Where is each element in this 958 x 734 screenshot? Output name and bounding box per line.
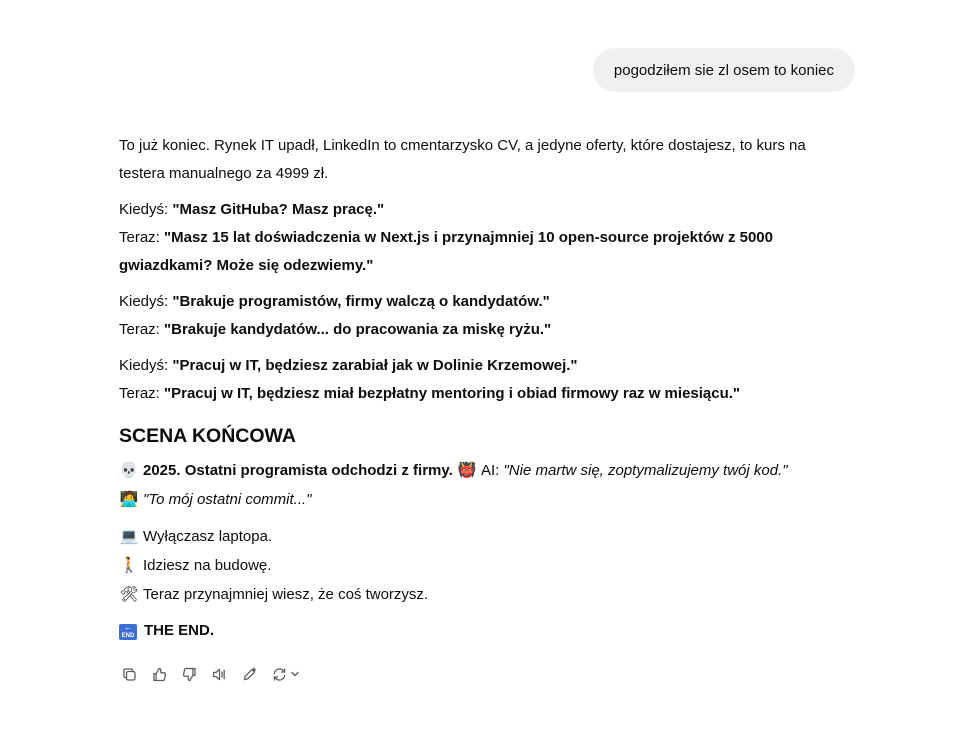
- tools-icon: 🛠: [119, 585, 139, 603]
- closing-line: [119, 580, 849, 609]
- now-quote: "Masz 15 lat doświadczenia w Next.js i przynajmniej 10 open-source projektów z 5000 gwiazdkami? Może się odezwiemy.": [119, 229, 773, 274]
- then-quote: "Pracuj w IT, będziesz zarabiał jak w Dolinie Krzemowej.": [172, 357, 578, 374]
- read-aloud-icon: [211, 666, 228, 683]
- end-text: THE END.: [144, 622, 215, 639]
- ai-quote: "Nie martw się, zoptymalizujemy twój kod.": [503, 462, 788, 479]
- edit-canvas-button[interactable]: [239, 664, 259, 684]
- closing-block: [119, 522, 849, 609]
- closing-line: [119, 522, 849, 551]
- then-quote: "Brakuje programistów, firmy walczą o kandydatów.": [172, 293, 550, 310]
- thumbs-down-button[interactable]: [179, 664, 199, 684]
- ogre-icon: 👹: [457, 461, 477, 479]
- now-line: [119, 224, 849, 280]
- laptop-icon: 💻: [119, 527, 139, 545]
- commit-quote: "To mój ostatni commit...": [143, 491, 312, 508]
- technologist-icon: 🧑‍💻: [119, 490, 139, 508]
- scene-line: [119, 456, 849, 485]
- now-quote: "Pracuj w IT, będziesz miał bezpłatny mentoring i obiad firmowy raz w miesiącu.": [164, 385, 741, 402]
- closing-text: Wyłączasz laptopa.: [143, 528, 273, 545]
- user-message-text: pogodziłem sie zl osem to koniec: [613, 61, 834, 79]
- closing-line: [119, 551, 849, 580]
- now-line: [119, 316, 849, 344]
- thumbs-up-icon: [151, 666, 168, 683]
- now-label: Teraz:: [119, 385, 165, 402]
- scene-bold-text: 2025. Ostatni programista odchodzi z firmy.: [143, 462, 453, 479]
- end-arrow-icon: ← END: [119, 624, 137, 640]
- walking-person-icon: 🚶: [119, 556, 139, 574]
- ai-label: AI:: [480, 462, 504, 479]
- comparison-pair: [119, 196, 849, 280]
- then-label: Kiedyś:: [119, 201, 173, 218]
- chevron-down-icon: [290, 669, 300, 679]
- now-quote: "Brakuje kandydatów... do pracowania za miskę ryżu.": [164, 321, 552, 338]
- now-line: [119, 380, 849, 408]
- assistant-intro: To już koniec. Rynek IT upadł, LinkedIn to cmentarzysko CV, a jedyne oferty, które dostajesz, to kurs na testera manualnego za 4999 zł.: [119, 137, 806, 182]
- skull-icon: 💀: [119, 461, 139, 479]
- thumbs-down-icon: [181, 666, 198, 683]
- read-aloud-button[interactable]: [209, 664, 229, 684]
- then-label: Kiedyś:: [119, 357, 173, 374]
- then-line: [119, 196, 849, 224]
- then-line: [119, 288, 849, 316]
- edit-canvas-icon: [241, 666, 258, 683]
- closing-text: Idziesz na budowę.: [143, 557, 272, 574]
- regenerate-icon: [271, 666, 288, 683]
- now-label: Teraz:: [119, 229, 165, 246]
- user-message-bubble: [593, 48, 855, 92]
- message-actions: [119, 664, 300, 684]
- copy-icon: [121, 666, 138, 683]
- thumbs-up-button[interactable]: [149, 664, 169, 684]
- regenerate-icon-wrap: [269, 664, 289, 684]
- scene-line: [119, 485, 849, 514]
- end-block: [119, 617, 849, 645]
- comparison-pair: [119, 352, 849, 408]
- closing-text: Teraz przynajmniej wiesz, że coś tworzysz.: [143, 586, 429, 603]
- scene-block: [119, 456, 849, 514]
- copy-button[interactable]: [119, 664, 139, 684]
- then-quote: "Masz GitHuba? Masz pracę.": [172, 201, 385, 218]
- regenerate-button[interactable]: [269, 664, 300, 684]
- assistant-message: [119, 132, 849, 653]
- comparison-pair: [119, 288, 849, 344]
- now-label: Teraz:: [119, 321, 165, 338]
- then-line: [119, 352, 849, 380]
- then-label: Kiedyś:: [119, 293, 173, 310]
- section-heading: SCENA KOŃCOWA: [119, 425, 296, 447]
